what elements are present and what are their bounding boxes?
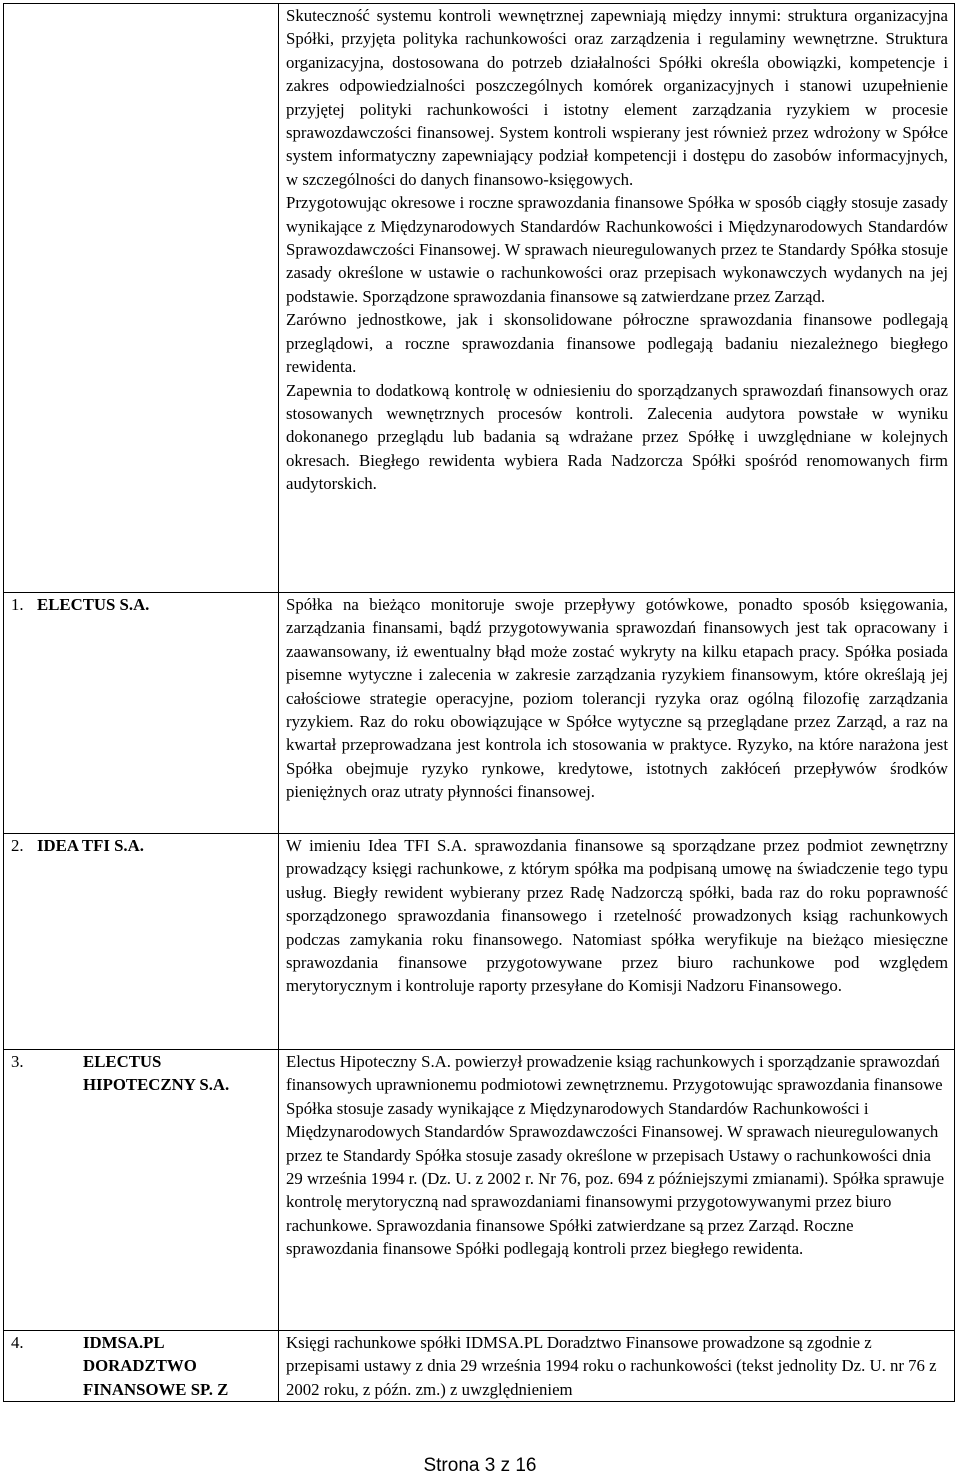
table-row bbox=[4, 4, 955, 593]
company-description: Księgi rachunkowe spółki IDMSA.PL Doradztwo Finansowe prowadzone są zgodnie z przepisami ustawy z dnia 29 września 1994 roku o rachunkowości (tekst jednolity Dz. U. nr 76 z 2002 roku, z późn. zm.) z uwzględnieniem bbox=[286, 1333, 937, 1399]
internal-control-table bbox=[3, 3, 955, 1402]
page-number-footer: Strona 3 z 16 bbox=[423, 1455, 537, 1476]
table-row bbox=[4, 834, 955, 1050]
table-row bbox=[4, 1050, 955, 1331]
company-label-cell bbox=[4, 834, 279, 1050]
intro-paragraph: Przygotowując okresowe i roczne sprawozdania finansowe Spółka w sposób ciągły stosuje zasady wynikające z Międzynarodowych Standardów Rachunkowości i Międzynarodowych Standardów Sprawozdawczości Finansowej. W sprawach nieuregulowanych przez te Standardy Spółka stosuje zasady określone w ustawie o rachunkowości oraz przepisach wykonawczych wydanych na jej podstawie. Sporządzone sprawozdania finansowe są zatwierdzane przez Zarząd. bbox=[286, 193, 948, 306]
company-name: ELECTUS HIPOTECZNY S.A. bbox=[83, 1052, 230, 1095]
intro-text-cell bbox=[279, 4, 955, 593]
company-description: Electus Hipoteczny S.A. powierzył prowadzenie ksiąg rachunkowych i sporządzanie sprawozdań finansowych uprawnionemu podmiotowi zewnętrznemu. Przygotowując sprawozdania finansowe Spółka stosuje zasady wynikające z Międzynarodowych Standardów Rachunkowości i Międzynarodowych Standardów Sprawozdawczości Finansowej. W sprawach nieuregulowanych przez te Standardy Spółka stosuje zasady określone w przepisach Ustawy o rachunkowości dnia 29 września 1994 r. (Dz. U. z 2002 r. Nr 76, poz. 694 z późniejszymi zmianami). Spółka sprawuje kontrolę merytoryczną nad sprawozdaniami finansowymi przygotowywanymi przez biuro rachunkowe. Sprawozdania finansowe Spółki zatwierdzane są przez Zarząd. Roczne sprawozdania finansowe Spółki podlegają kontroli przez biegłego rewidenta. bbox=[286, 1052, 945, 1259]
company-label-cell bbox=[4, 1050, 279, 1331]
company-description: W imieniu Idea TFI S.A. sprawozdania finansowe są sporządzane przez podmiot zewnętrzny prowadzący księgi rachunkowe, z którym spółka ma podpisaną umowę na świadczenie tego typu usług. Biegły rewident wybierany przez Radę Nadzorczą spółki, bada raz do roku poprawność sporządzonego sprawozdania finansowego i rzetelność prowadzonych ksiąg rachunkowych podczas zamykania roku finansowego. Natomiast spółka weryfikuje na bieżąco miesięczne sprawozdania finansowe przygotowywane przez biuro rachunkowe pod względem merytorycznym i kontroluje raporty przesyłane do Komisji Nadzoru Finansowego. bbox=[286, 836, 948, 996]
company-name: IDMSA.PL DORADZTWO FINANSOWE SP. Z bbox=[83, 1333, 229, 1399]
company-text-cell bbox=[279, 834, 955, 1050]
intro-paragraph: Skuteczność systemu kontroli wewnętrznej zapewniają między innymi: struktura organizacyjna Spółki, przyjęta polityka rachunkowości oraz zarządzenia i regulaminy wewnętrzne. Struktura organizacyjna, dostosowana do potrzeb działalności Spółki określa obowiązki, kompetencje i zakres odpowiedzialności poszczególnych komórek organizacyjnych i stanowi uzupełnienie przyjętej polityki rachunkowości i istotny element zarządzania ryzykiem w procesie sprawozdawczości finansowej. System kontroli wspierany jest również przez wdrożony w Spółce system informatyczny zapewniający podział kompetencji i dostępu do zasobów informacyjnych, w szczególności do danych finansowo-księgowych. bbox=[286, 6, 948, 189]
company-text-cell bbox=[279, 1331, 955, 1402]
company-text-cell bbox=[279, 1050, 955, 1331]
item-number: 2. bbox=[11, 836, 24, 855]
company-label-cell bbox=[4, 593, 279, 834]
company-text-cell bbox=[279, 593, 955, 834]
item-number: 3. bbox=[11, 1052, 24, 1071]
empty-label-cell bbox=[4, 4, 279, 593]
company-name: ELECTUS S.A. bbox=[37, 595, 150, 614]
table-row bbox=[4, 593, 955, 834]
company-name: IDEA TFI S.A. bbox=[37, 836, 144, 855]
company-label-cell bbox=[4, 1331, 279, 1402]
company-description: Spółka na bieżąco monitoruje swoje przepływy gotówkowe, ponadto sposób księgowania, zarządzania finansami, bądź przygotowywania sprawozdań finansowych jest tak opracowany i zaawansowany, iż ewentualny błąd może zostać wykryty na kilku etapach pracy. Spółka posiada pisemne wytyczne i zalecenia w zakresie zarządzania ryzykiem finansowym, które określają jej całościowe strategie operacyjne, poziom tolerancji ryzyka oraz ogólną filozofię zarządzania ryzykiem. Raz do roku obowiązujące w Spółce wytyczne są przeglądane przez Zarząd, a raz na kwartał przeprowadzana jest kontrola ich stosowania w praktyce. Ryzyko, na które narażona jest Spółka obejmuje ryzyko rynkowe, kredytowe, istotnych zakłóceń przepływów środków pieniężnych oraz utraty płynności finansowej. bbox=[286, 595, 948, 802]
intro-paragraph: Zarówno jednostkowe, jak i skonsolidowane półroczne sprawozdania finansowe podlegają przeglądowi, a roczne sprawozdania finansowe podlegają badaniu niezależnego biegłego rewidenta. bbox=[286, 310, 948, 377]
item-number: 1. bbox=[11, 595, 24, 614]
intro-paragraph: Zapewnia to dodatkową kontrolę w odniesieniu do sporządzanych sprawozdań finansowych oraz stosowanych wewnętrznych procesów kontroli. Zalecenia audytora powstałe w wyniku dokonanego przeglądu lub badania są wdrażane przez Spółkę i uwzględniane w kolejnych okresach. Biegłego rewidenta wybiera Rada Nadzorcza Spółki spośród renomowanych firm audytorskich. bbox=[286, 380, 948, 494]
table-row bbox=[4, 1331, 955, 1402]
item-number: 4. bbox=[11, 1333, 24, 1352]
